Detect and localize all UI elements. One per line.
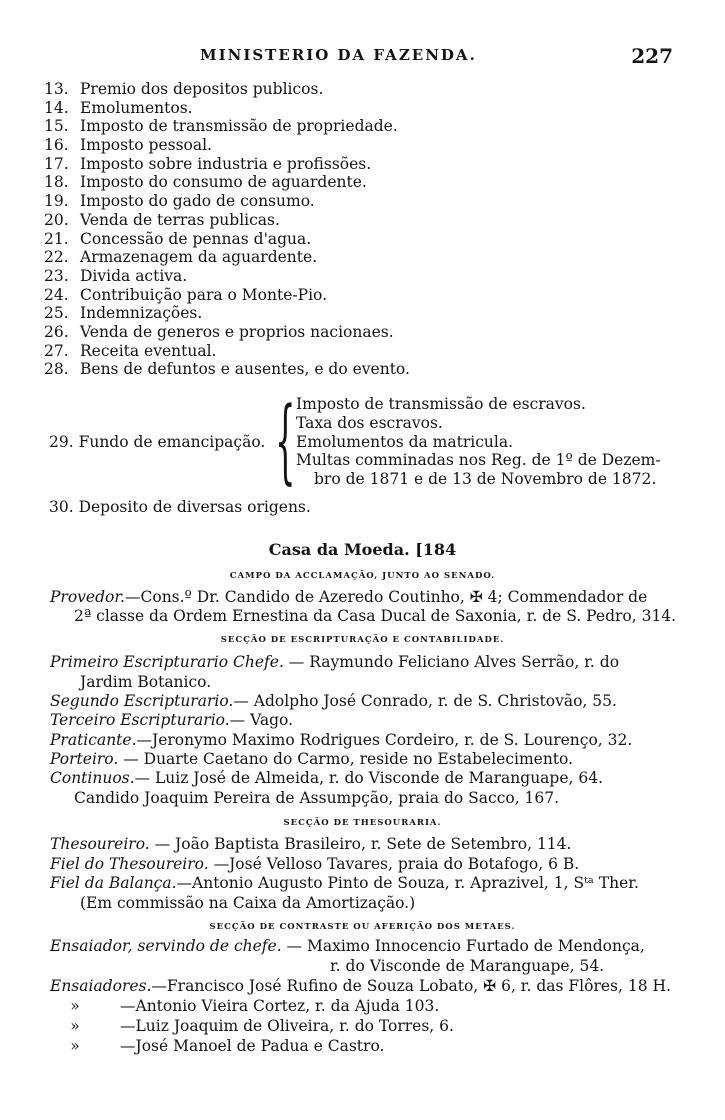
staff-entry: Praticante.—Jeronymo Maximo Rodrigues Cordeiro, r. de S. Lourenço, 32.: [50, 731, 633, 749]
staff-entry: Primeiro Escripturario Chefe. — Raymundo Feliciano Alves Serrão, r. do: [50, 653, 620, 671]
staff-entry-cont: (Em commissão na Caixa da Amortização.): [80, 894, 416, 912]
list-item: 16. Imposto pessoal.: [44, 136, 212, 155]
list-item: 19. Imposto do gado de consumo.: [44, 192, 315, 211]
running-head: MINISTERIO DA FAZENDA.: [200, 46, 477, 64]
sub-item: bro de 1871 e de 13 de Novembro de 1872.: [314, 470, 657, 489]
staff-entry: Continuos.— Luiz José de Almeida, r. do Visconde de Maranguape, 64.: [50, 769, 604, 787]
staff-entry: » —José Manoel de Padua e Castro.: [70, 1037, 385, 1055]
list-item: 17. Imposto sobre industria e profissões.: [44, 154, 372, 173]
provedor-entry: Provedor.—Cons.º Dr. Candido de Azeredo Coutinho, ✠ 4; Commendador de: [50, 588, 648, 606]
item-29-block: [49, 387, 689, 495]
provedor-entry-cont: 2ª classe da Ordem Ernestina da Casa Ducal de Saxonia, r. de S. Pedro, 314.: [74, 607, 677, 625]
list-item: 23. Divida activa.: [44, 266, 188, 285]
staff-entry: Terceiro Escripturario.— Vago.: [50, 711, 294, 729]
list-item: 14. Emolumentos.: [44, 98, 193, 117]
location-heading: CAMPO DA ACCLAMAÇÃO, JUNTO AO SENADO.: [229, 571, 496, 581]
staff-entry: Porteiro. — Duarte Caetano do Carmo, reside no Estabelecimento.: [50, 750, 574, 768]
staff-entry: Segundo Escripturario.— Adolpho José Conrado, r. de S. Christovão, 55.: [50, 692, 617, 710]
list-item: 28. Bens de defuntos e ausentes, e do evento.: [44, 360, 410, 379]
staff-entry: » —Antonio Vieira Cortez, r. da Ajuda 103.: [70, 997, 440, 1015]
staff-entry-cont: Jardim Botanico.: [80, 673, 212, 691]
list-item: 27. Receita eventual.: [44, 341, 217, 360]
list-item: 26. Venda de generos e proprios nacionaes.: [44, 322, 394, 341]
staff-entry: Ensaiador, servindo de chefe. — Maximo Innocencio Furtado de Mendonça,: [50, 937, 645, 955]
section-title: Casa da Moeda. [184: [268, 540, 457, 559]
revenue-list: [44, 80, 684, 379]
staff-entry: Fiel da Balança.—Antonio Augusto Pinto de Souza, r. Aprazivel, 1, Sᵗᵃ Ther.: [50, 874, 639, 892]
subsection-heading: SECÇÃO DE ESCRIPTURAÇÃO E CONTABILIDADE.: [220, 635, 505, 645]
staff-entry-cont: r. do Visconde de Maranguape, 54.: [330, 957, 605, 975]
staff-entry: Ensaiadores.—Francisco José Rufino de Souza Lobato, ✠ 6, r. das Flôres, 18 H.: [50, 977, 671, 995]
staff-entry-cont: Candido Joaquim Pereira de Assumpção, praia do Sacco, 167.: [74, 789, 560, 807]
list-item: 21. Concessão de pennas d'agua.: [44, 229, 312, 248]
page-number: 227: [631, 44, 673, 68]
list-item: 13. Premio dos depositos publicos.: [44, 80, 324, 98]
list-item: 15. Imposto de transmissão de propriedade.: [44, 117, 398, 136]
item-30: 30. Deposito de diversas origens.: [49, 498, 311, 516]
item-29-sublist: [296, 395, 676, 489]
list-item: 24. Contribuição para o Monte-Pio.: [44, 285, 328, 304]
subsection-heading: SECÇÃO DE THESOURARIA.: [283, 818, 442, 828]
list-item: 25. Indemnizações.: [44, 304, 203, 323]
sub-item: Taxa dos escravos.: [296, 413, 443, 432]
staff-entry: Thesoureiro. — João Baptista Brasileiro, r. Sete de Setembro, 114.: [50, 835, 572, 853]
list-item: 20. Venda de terras publicas.: [44, 210, 280, 229]
staff-entry: » —Luiz Joaquim de Oliveira, r. do Torres, 6.: [70, 1017, 454, 1035]
sub-item: Imposto de transmissão de escravos.: [296, 395, 586, 413]
list-item: 18. Imposto do consumo de aguardente.: [44, 173, 367, 192]
curly-brace: {: [275, 387, 296, 494]
sub-item: Multas comminadas nos Reg. de 1º de Dezem-: [296, 451, 661, 470]
sub-item: Emolumentos da matricula.: [296, 432, 513, 451]
subsection-heading: SECÇÃO DE CONTRASTE OU AFERIÇÃO DOS METAES.: [209, 922, 516, 932]
staff-entry: Fiel do Thesoureiro. —José Velloso Tavares, praia do Botafogo, 6 B.: [50, 855, 580, 873]
list-item: 22. Armazenagem da aguardente.: [44, 248, 318, 267]
item-29-label: 29. Fundo de emancipação.: [49, 433, 266, 451]
